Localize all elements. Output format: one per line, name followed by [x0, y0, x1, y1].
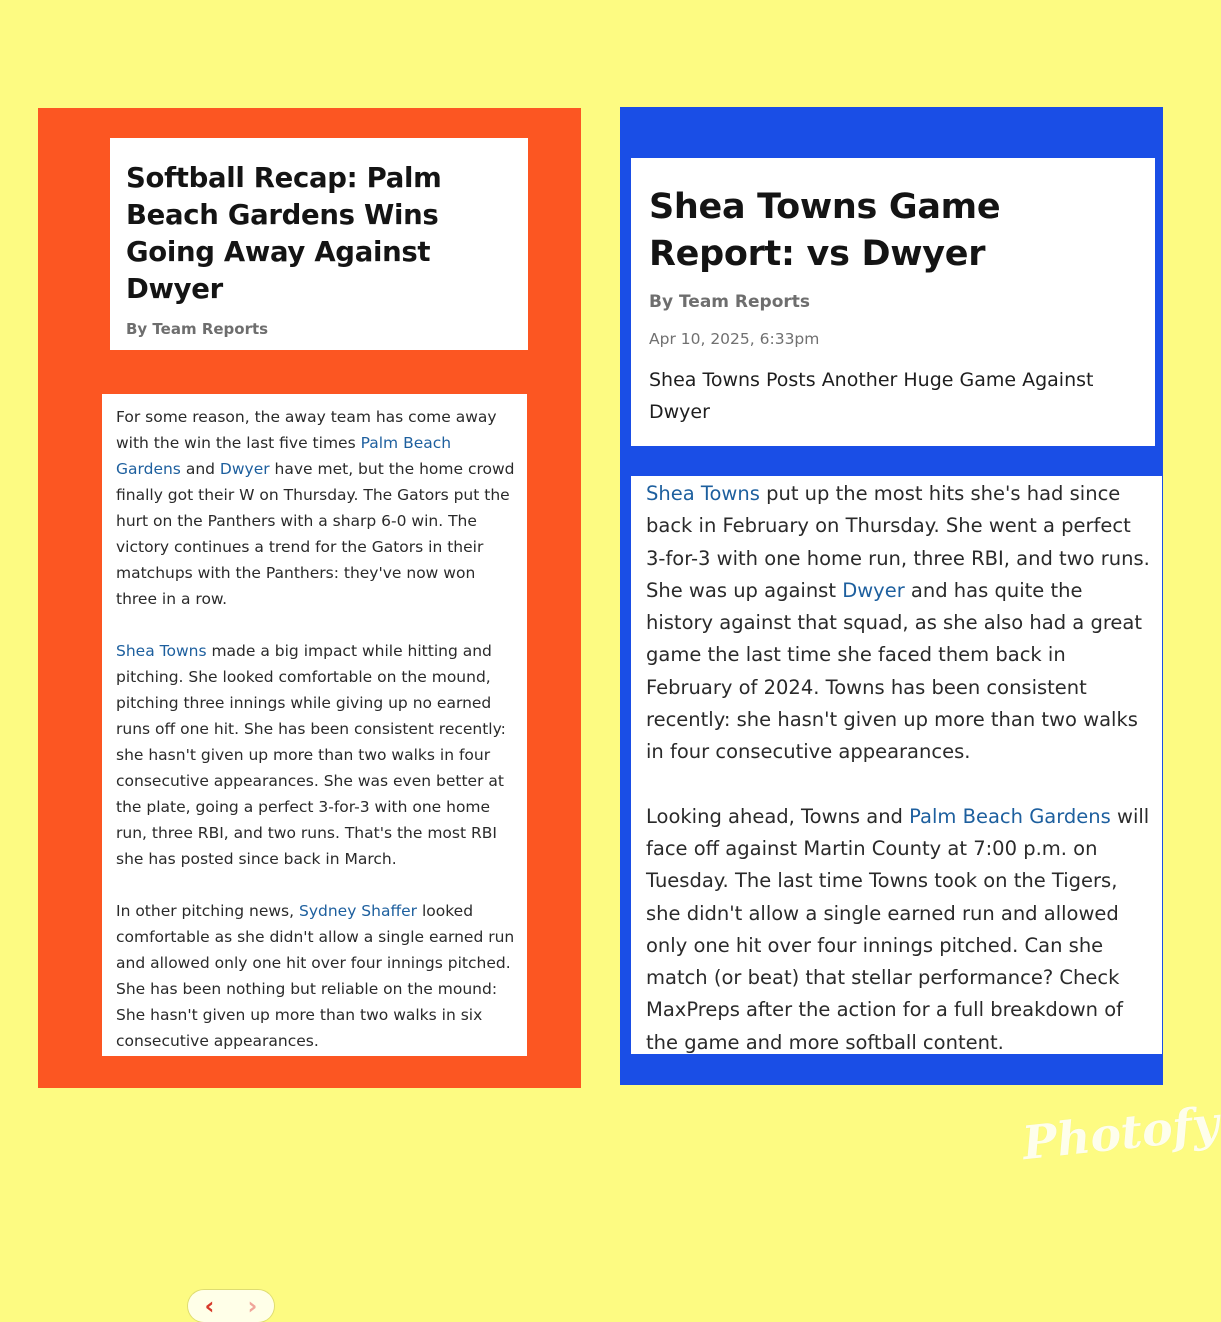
- photofy-watermark: Photofy: [1019, 1095, 1221, 1171]
- right-article-byline: By Team Reports: [649, 292, 811, 312]
- link-shea-towns[interactable]: Shea Towns: [646, 482, 760, 505]
- link-dwyer[interactable]: Dwyer: [219, 460, 270, 478]
- right-paragraph-2: [646, 801, 1150, 1059]
- text-run: and has quite the history against that squad, as she also had a great game the last time she faced them back in February of 2024. Towns has been consistent recently: she hasn't given up more than two walks in four consecutive appearances.: [646, 578, 1143, 764]
- link-palm-beach-gardens[interactable]: Palm Beach Gardens: [116, 434, 452, 478]
- text-run: put up the most hits she's had since back in February on Thursday. She went a perfect 3-for-3 with one home run, three RBI, and two runs. She was up against: [646, 482, 1150, 602]
- left-article-headline: Softball Recap: Palm Beach Gardens Wins Going Away Against Dwyer: [126, 162, 442, 305]
- text-run: For some reason, the away team has come away with the win the last five times: [116, 408, 497, 452]
- link-shea-towns[interactable]: Shea Towns: [116, 642, 207, 660]
- chevron-left-icon[interactable]: ‹: [204, 1292, 215, 1320]
- text-run: will face off against Martin County at 7:00 p.m. on Tuesday. The last time Towns took on the Tigers, she didn't allow a single earned run and allowed only one hit over four innings pitched. Can she match (or beat) that stellar performance? Check MaxPreps after the action for a full breakdown of the game and more softball content.: [646, 804, 1150, 1054]
- link-dwyer[interactable]: Dwyer: [842, 578, 905, 602]
- left-paragraph-2: [116, 638, 515, 872]
- left-article-body-card: [102, 394, 527, 1320]
- right-article-header-card: [631, 158, 1155, 446]
- left-paragraph-1: [116, 404, 515, 612]
- right-article-body: [646, 478, 1150, 1059]
- text-run: made a big impact while hitting and pitching. She looked comfortable on the mound, pitching three innings while giving up no earned runs off one hit. She has been consistent recently: she hasn't given up more than two walks in four consecutive appearances. She was even better at the plate, going a perfect 3-for-3 with one home run, three RBI, and two runs. That's the most RBI she has posted since back in March.: [116, 642, 506, 868]
- chevron-right-icon[interactable]: ›: [247, 1292, 258, 1320]
- left-article-frame: [38, 108, 581, 1320]
- left-paragraph-3: [116, 898, 515, 1054]
- text-run: In other pitching news,: [116, 902, 299, 920]
- right-article-date: Apr 10, 2025, 6:33pm: [649, 330, 820, 348]
- carousel-nav: [188, 1290, 274, 1322]
- text-run: have met, but the home crowd finally got their W on Thursday. The Gators put the hurt on the Panthers with a sharp 6-0 win. The victory continues a trend for the Gators in their matchups with the Panthers: they've now won three in a row.: [116, 460, 515, 608]
- right-article-subheadline: Shea Towns Posts Another Huge Game Against Dwyer: [649, 369, 1094, 423]
- link-palm-beach-gardens[interactable]: Palm Beach Gardens: [909, 804, 1111, 828]
- left-article-byline: By Team Reports: [126, 320, 269, 338]
- right-article-frame: [620, 107, 1163, 1085]
- text-run: Looking ahead, Towns and: [646, 804, 910, 828]
- text-run: looked comfortable as she didn't allow a single earned run and allowed only one hit over four innings pitched. She has been nothing but reliable on the mound: She hasn't given up more than two walks in six consecutive appearances.: [116, 902, 515, 1050]
- left-article-header-card: [110, 138, 528, 350]
- right-article-headline: Shea Towns Game Report: vs Dwyer: [649, 187, 1001, 274]
- text-run: and: [180, 460, 220, 478]
- left-article-body: [116, 404, 515, 1054]
- right-article-body-card: [631, 476, 1162, 1054]
- right-paragraph-1: [646, 478, 1150, 769]
- link-sydney-shaffer[interactable]: Sydney Shaffer: [298, 902, 418, 920]
